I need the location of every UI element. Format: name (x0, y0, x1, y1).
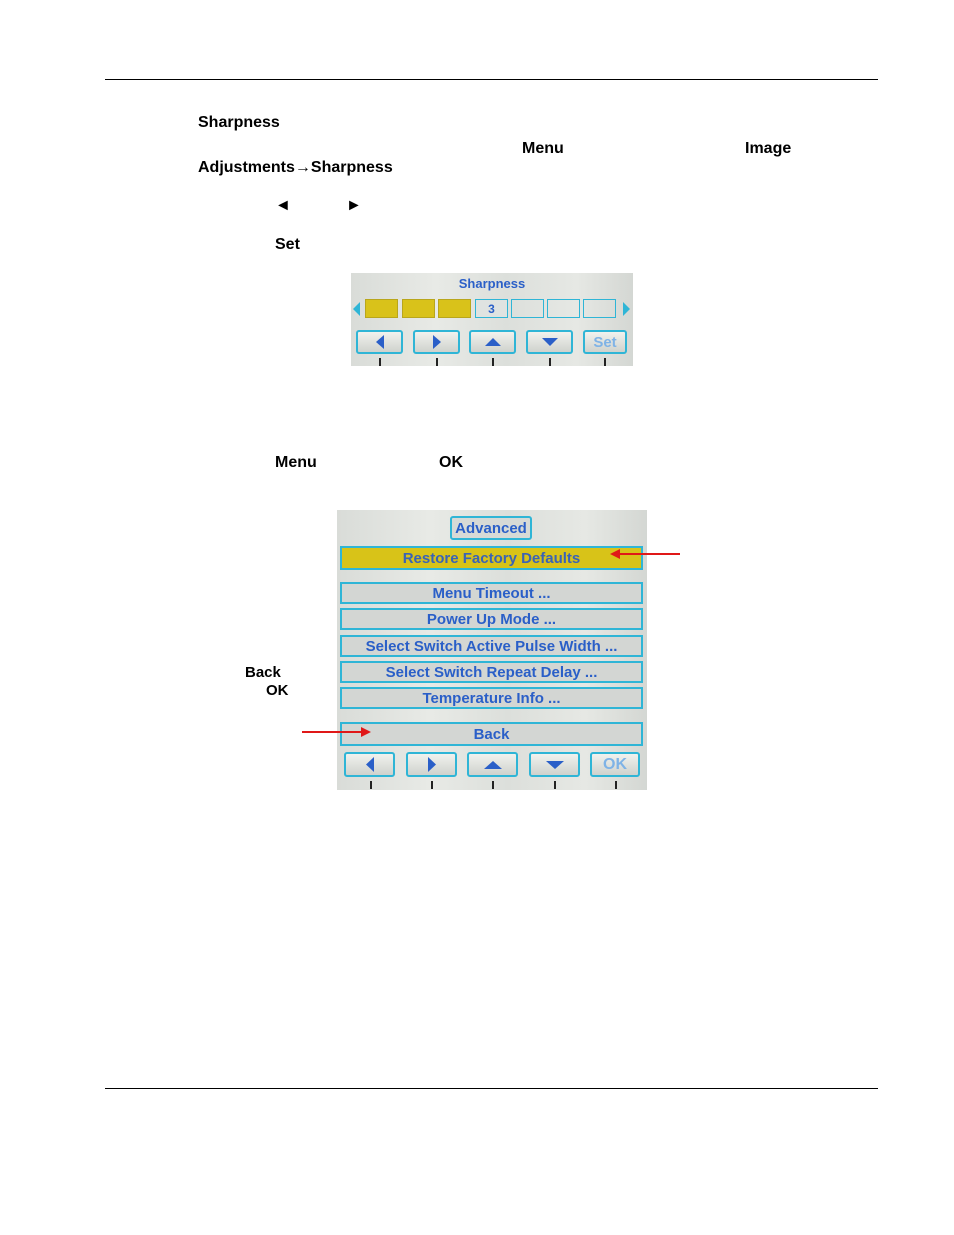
right-triangle-glyph: ► (346, 197, 362, 214)
advanced-screen (337, 510, 647, 790)
left-arrow-icon (375, 335, 385, 349)
footer-rule (105, 1088, 878, 1089)
callout-arrow-back (300, 726, 372, 738)
menu-item-temperature-info[interactable]: Temperature Info ... (340, 687, 643, 709)
header-rule (105, 79, 878, 80)
menu-item-select-switch-active-pulse-width[interactable]: Select Switch Active Pulse Width ... (340, 635, 643, 657)
ok-button[interactable]: OK (590, 752, 640, 777)
left-triangle-glyph: ◄ (275, 197, 291, 214)
button-tick (370, 781, 372, 789)
menu-item-menu-timeout[interactable]: Menu Timeout ... (340, 582, 643, 604)
sharpness-segment (438, 299, 471, 318)
menu-keyword-2: Menu (275, 454, 317, 471)
down-button[interactable] (526, 330, 573, 354)
button-tick (436, 358, 438, 366)
menu-keyword: Menu (522, 140, 564, 157)
section-heading: Sharpness (198, 114, 280, 131)
down-button[interactable] (529, 752, 580, 777)
button-tick (549, 358, 551, 366)
advanced-screen-title: Advanced (450, 516, 532, 540)
button-tick (604, 358, 606, 366)
button-tick (492, 781, 494, 789)
up-arrow-icon (485, 337, 501, 347)
set-keyword: Set (275, 236, 300, 253)
button-tick (492, 358, 494, 366)
right-button[interactable] (413, 330, 460, 354)
up-arrow-icon (484, 760, 502, 770)
menu-item-power-up-mode[interactable]: Power Up Mode ... (340, 608, 643, 630)
up-button[interactable] (467, 752, 518, 777)
sharpness-segment (365, 299, 398, 318)
menu-item-select-switch-repeat-delay[interactable]: Select Switch Repeat Delay ... (340, 661, 643, 683)
right-arrow-icon (427, 757, 437, 772)
left-arrow-icon (365, 757, 375, 772)
side-note-back: Back (245, 664, 281, 681)
bar-right-arrow-icon (623, 302, 631, 316)
sharpness-segment (547, 299, 580, 318)
sharpness-screen (351, 273, 633, 366)
ok-keyword: OK (439, 454, 463, 471)
set-button[interactable]: Set (583, 330, 627, 354)
down-arrow-icon (546, 760, 564, 770)
down-arrow-icon (542, 337, 558, 347)
sharpness-current-value: 3 (475, 299, 508, 318)
image-keyword: Image (745, 140, 792, 157)
right-arrow-icon (432, 335, 442, 349)
sharpness-segment (511, 299, 544, 318)
menu-item-back[interactable]: Back (340, 722, 643, 746)
right-button[interactable] (406, 752, 457, 777)
side-note-ok: OK (266, 682, 289, 699)
menu-item-restore-factory-defaults[interactable]: Restore Factory Defaults (340, 546, 643, 570)
button-tick (379, 358, 381, 366)
button-tick (615, 781, 617, 789)
up-button[interactable] (469, 330, 516, 354)
button-tick (554, 781, 556, 789)
sharpness-segment (583, 299, 616, 318)
bar-left-arrow-icon (353, 302, 361, 316)
menu-path: Adjustments→Sharpness (198, 159, 393, 176)
left-button[interactable] (344, 752, 395, 777)
callout-arrow-restore (610, 548, 682, 560)
sharpness-segment (402, 299, 435, 318)
button-tick (431, 781, 433, 789)
left-button[interactable] (356, 330, 403, 354)
sharpness-screen-title: Sharpness (458, 276, 526, 291)
